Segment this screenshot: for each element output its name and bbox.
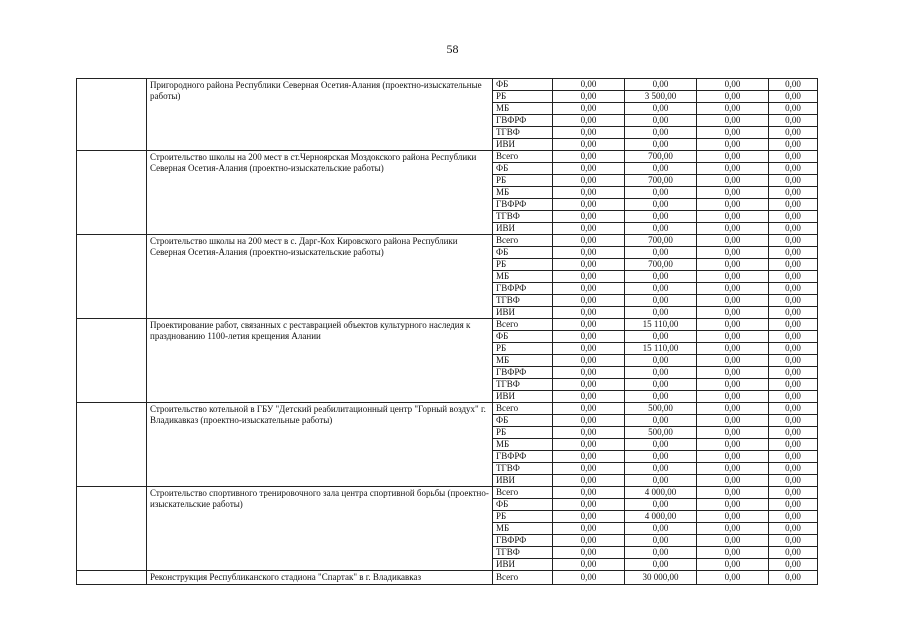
amount-cell: 0,00 — [769, 139, 818, 151]
funding-source: ФБ — [493, 247, 553, 259]
amount-cell: 0,00 — [553, 211, 625, 223]
amount-cell: 0,00 — [553, 331, 625, 343]
amount-cell: 0,00 — [625, 559, 697, 571]
amount-cell: 0,00 — [553, 511, 625, 523]
funding-source: Всего — [493, 487, 553, 499]
amount-cell: 0,00 — [697, 475, 769, 487]
amount-cell: 0,00 — [769, 187, 818, 199]
amount-cell: 0,00 — [553, 439, 625, 451]
amount-cell: 0,00 — [769, 463, 818, 475]
amount-cell: 0,00 — [769, 211, 818, 223]
amount-cell: 0,00 — [769, 547, 818, 559]
funding-source: Всего — [493, 235, 553, 247]
funding-source: ТГВФ — [493, 463, 553, 475]
amount-cell: 0,00 — [769, 271, 818, 283]
amount-cell: 0,00 — [697, 523, 769, 535]
amount-cell: 0,00 — [625, 355, 697, 367]
amount-cell: 0,00 — [769, 343, 818, 355]
amount-cell: 0,00 — [769, 499, 818, 511]
amount-cell: 0,00 — [553, 175, 625, 187]
funding-source: РБ — [493, 511, 553, 523]
table-row — [77, 571, 818, 585]
funding-source: ИВИ — [493, 307, 553, 319]
amount-cell: 0,00 — [625, 547, 697, 559]
amount-cell: 0,00 — [625, 199, 697, 211]
object-description: Строительство школы на 200 мест в ст.Черноярская Моздокского района Республики Северная Осетия-Алания (проектно-изыскательские работы) — [147, 151, 493, 235]
amount-cell: 0,00 — [697, 499, 769, 511]
amount-cell: 0,00 — [697, 427, 769, 439]
table-row — [77, 151, 818, 163]
table-row — [77, 79, 818, 91]
amount-cell: 0,00 — [697, 91, 769, 103]
amount-cell: 0,00 — [697, 547, 769, 559]
amount-cell: 700,00 — [625, 175, 697, 187]
amount-cell: 0,00 — [553, 91, 625, 103]
funding-source: ИВИ — [493, 223, 553, 235]
amount-cell: 0,00 — [553, 391, 625, 403]
amount-cell: 0,00 — [553, 235, 625, 247]
amount-cell: 0,00 — [769, 79, 818, 91]
amount-cell: 0,00 — [553, 559, 625, 571]
amount-cell: 0,00 — [553, 139, 625, 151]
funding-source: ИВИ — [493, 391, 553, 403]
amount-cell: 0,00 — [697, 127, 769, 139]
amount-cell: 0,00 — [769, 367, 818, 379]
amount-cell: 0,00 — [697, 151, 769, 163]
amount-cell: 0,00 — [769, 475, 818, 487]
amount-cell: 0,00 — [553, 379, 625, 391]
amount-cell: 0,00 — [769, 127, 818, 139]
amount-cell: 0,00 — [769, 535, 818, 547]
amount-cell: 0,00 — [625, 475, 697, 487]
amount-cell: 0,00 — [553, 535, 625, 547]
amount-cell: 0,00 — [769, 523, 818, 535]
funding-source: ИВИ — [493, 559, 553, 571]
amount-cell: 0,00 — [697, 355, 769, 367]
amount-cell: 0,00 — [697, 343, 769, 355]
amount-cell: 0,00 — [697, 463, 769, 475]
amount-cell: 0,00 — [769, 427, 818, 439]
amount-cell: 0,00 — [625, 271, 697, 283]
amount-cell: 0,00 — [769, 403, 818, 415]
amount-cell: 0,00 — [697, 535, 769, 547]
amount-cell: 0,00 — [625, 247, 697, 259]
amount-cell: 3 500,00 — [625, 91, 697, 103]
funding-source: ТГВФ — [493, 127, 553, 139]
amount-cell: 0,00 — [553, 415, 625, 427]
amount-cell: 500,00 — [625, 427, 697, 439]
amount-cell: 0,00 — [553, 283, 625, 295]
amount-cell: 0,00 — [625, 415, 697, 427]
amount-cell: 0,00 — [769, 115, 818, 127]
amount-cell: 0,00 — [697, 271, 769, 283]
funding-source: ИВИ — [493, 139, 553, 151]
row-number-cell — [77, 151, 147, 235]
amount-cell: 0,00 — [697, 559, 769, 571]
amount-cell: 0,00 — [553, 499, 625, 511]
object-description: Строительство спортивного тренировочного зала центра спортивной борьбы (проектно-изыскательские работы) — [147, 487, 493, 571]
amount-cell: 4 000,00 — [625, 487, 697, 499]
amount-cell: 0,00 — [769, 319, 818, 331]
amount-cell: 0,00 — [625, 79, 697, 91]
amount-cell: 0,00 — [697, 487, 769, 499]
amount-cell: 0,00 — [769, 451, 818, 463]
funding-source: РБ — [493, 343, 553, 355]
funding-source: МБ — [493, 103, 553, 115]
funding-source: ГВФРФ — [493, 283, 553, 295]
amount-cell: 0,00 — [697, 415, 769, 427]
budget-table — [76, 78, 818, 585]
object-description: Проектирование работ, связанных с реставрацией объектов культурного наследия к празднованию 1100-летия крещения Алании — [147, 319, 493, 403]
funding-source: Всего — [493, 403, 553, 415]
row-number-cell — [77, 487, 147, 571]
amount-cell: 0,00 — [625, 163, 697, 175]
amount-cell: 0,00 — [697, 79, 769, 91]
amount-cell: 0,00 — [769, 487, 818, 499]
amount-cell: 0,00 — [625, 367, 697, 379]
amount-cell: 0,00 — [553, 259, 625, 271]
amount-cell: 0,00 — [553, 463, 625, 475]
object-description: Пригородного района Республики Северная Осетия-Алания (проектно-изыскательные работы) — [147, 79, 493, 151]
amount-cell: 0,00 — [697, 379, 769, 391]
amount-cell: 0,00 — [553, 355, 625, 367]
amount-cell: 0,00 — [697, 259, 769, 271]
amount-cell: 0,00 — [697, 367, 769, 379]
funding-source: ГВФРФ — [493, 535, 553, 547]
funding-source: РБ — [493, 175, 553, 187]
amount-cell: 0,00 — [625, 307, 697, 319]
amount-cell: 0,00 — [553, 523, 625, 535]
amount-cell: 0,00 — [769, 247, 818, 259]
page-number: 58 — [446, 42, 459, 56]
funding-source: РБ — [493, 427, 553, 439]
amount-cell: 0,00 — [697, 283, 769, 295]
amount-cell: 15 110,00 — [625, 319, 697, 331]
amount-cell: 0,00 — [553, 199, 625, 211]
amount-cell: 0,00 — [697, 115, 769, 127]
object-description: Реконструкция Республиканского стадиона "Спартак" в г. Владикавказ — [147, 571, 493, 585]
amount-cell: 0,00 — [625, 331, 697, 343]
funding-source: Всего — [493, 151, 553, 163]
funding-source: МБ — [493, 187, 553, 199]
amount-cell: 0,00 — [697, 295, 769, 307]
amount-cell: 0,00 — [553, 571, 625, 585]
amount-cell: 700,00 — [625, 235, 697, 247]
amount-cell: 0,00 — [697, 451, 769, 463]
amount-cell: 0,00 — [625, 463, 697, 475]
funding-source: ТГВФ — [493, 211, 553, 223]
amount-cell: 0,00 — [697, 439, 769, 451]
amount-cell: 0,00 — [697, 403, 769, 415]
amount-cell: 700,00 — [625, 259, 697, 271]
amount-cell: 0,00 — [625, 187, 697, 199]
funding-source: ГВФРФ — [493, 451, 553, 463]
amount-cell: 0,00 — [697, 175, 769, 187]
amount-cell: 0,00 — [697, 247, 769, 259]
amount-cell: 700,00 — [625, 151, 697, 163]
table-row — [77, 319, 818, 331]
amount-cell: 0,00 — [697, 511, 769, 523]
amount-cell: 0,00 — [769, 91, 818, 103]
amount-cell: 0,00 — [553, 271, 625, 283]
row-number-cell — [77, 79, 147, 151]
amount-cell: 0,00 — [697, 331, 769, 343]
amount-cell: 0,00 — [553, 343, 625, 355]
amount-cell: 0,00 — [769, 235, 818, 247]
amount-cell: 0,00 — [625, 223, 697, 235]
amount-cell: 0,00 — [769, 151, 818, 163]
amount-cell: 0,00 — [769, 355, 818, 367]
amount-cell: 0,00 — [625, 139, 697, 151]
funding-source: ГВФРФ — [493, 199, 553, 211]
funding-source: Всего — [493, 319, 553, 331]
funding-source: ТГВФ — [493, 295, 553, 307]
table-row — [77, 403, 818, 415]
funding-source: РБ — [493, 91, 553, 103]
amount-cell: 0,00 — [697, 103, 769, 115]
amount-cell: 0,00 — [697, 391, 769, 403]
row-number-cell — [77, 571, 147, 585]
amount-cell: 0,00 — [553, 115, 625, 127]
amount-cell: 0,00 — [553, 547, 625, 559]
amount-cell: 0,00 — [553, 403, 625, 415]
amount-cell: 0,00 — [697, 307, 769, 319]
amount-cell: 15 110,00 — [625, 343, 697, 355]
amount-cell: 0,00 — [625, 439, 697, 451]
amount-cell: 0,00 — [553, 487, 625, 499]
amount-cell: 4 000,00 — [625, 511, 697, 523]
row-number-cell — [77, 403, 147, 487]
funding-source: ГВФРФ — [493, 115, 553, 127]
amount-cell: 0,00 — [769, 307, 818, 319]
amount-cell: 0,00 — [625, 295, 697, 307]
amount-cell: 0,00 — [769, 295, 818, 307]
amount-cell: 0,00 — [553, 295, 625, 307]
funding-source: ФБ — [493, 415, 553, 427]
amount-cell: 0,00 — [697, 163, 769, 175]
amount-cell: 0,00 — [769, 391, 818, 403]
amount-cell: 0,00 — [697, 571, 769, 585]
amount-cell: 0,00 — [769, 103, 818, 115]
amount-cell: 0,00 — [553, 127, 625, 139]
amount-cell: 0,00 — [769, 223, 818, 235]
funding-source: ФБ — [493, 331, 553, 343]
funding-source: ТГВФ — [493, 547, 553, 559]
amount-cell: 0,00 — [553, 427, 625, 439]
row-number-cell — [77, 319, 147, 403]
amount-cell: 0,00 — [625, 535, 697, 547]
amount-cell: 0,00 — [769, 199, 818, 211]
funding-source: ТГВФ — [493, 379, 553, 391]
funding-source: ФБ — [493, 163, 553, 175]
amount-cell: 500,00 — [625, 403, 697, 415]
amount-cell: 0,00 — [697, 223, 769, 235]
amount-cell: 0,00 — [769, 511, 818, 523]
amount-cell: 0,00 — [769, 379, 818, 391]
amount-cell: 0,00 — [769, 283, 818, 295]
amount-cell: 0,00 — [553, 151, 625, 163]
amount-cell: 0,00 — [625, 499, 697, 511]
funding-source: РБ — [493, 259, 553, 271]
amount-cell: 0,00 — [553, 319, 625, 331]
amount-cell: 0,00 — [769, 571, 818, 585]
amount-cell: 0,00 — [553, 451, 625, 463]
funding-source: ФБ — [493, 79, 553, 91]
amount-cell: 0,00 — [553, 367, 625, 379]
amount-cell: 0,00 — [553, 103, 625, 115]
amount-cell: 0,00 — [625, 283, 697, 295]
funding-source: МБ — [493, 271, 553, 283]
object-description: Строительство котельной в ГБУ "Детский реабилитационный центр "Горный воздух" г. Владикавказ (проектно-изыскательные работы) — [147, 403, 493, 487]
funding-source: МБ — [493, 523, 553, 535]
amount-cell: 0,00 — [553, 247, 625, 259]
amount-cell: 0,00 — [769, 415, 818, 427]
row-number-cell — [77, 235, 147, 319]
amount-cell: 0,00 — [625, 211, 697, 223]
amount-cell: 0,00 — [697, 199, 769, 211]
amount-cell: 0,00 — [769, 163, 818, 175]
amount-cell: 0,00 — [697, 139, 769, 151]
funding-source: Всего — [493, 571, 553, 585]
amount-cell: 0,00 — [769, 175, 818, 187]
funding-source: ИВИ — [493, 475, 553, 487]
amount-cell: 0,00 — [625, 103, 697, 115]
amount-cell: 0,00 — [697, 319, 769, 331]
amount-cell: 0,00 — [697, 187, 769, 199]
amount-cell: 0,00 — [769, 439, 818, 451]
amount-cell: 0,00 — [769, 331, 818, 343]
amount-cell: 0,00 — [625, 127, 697, 139]
table-row — [77, 235, 818, 247]
amount-cell: 0,00 — [553, 187, 625, 199]
amount-cell: 0,00 — [553, 79, 625, 91]
amount-cell: 30 000,00 — [625, 571, 697, 585]
object-description: Строительство школы на 200 мест в с. Дарг-Кох Кировского района Республики Северная Осетия-Алания (проектно-изыскательские работы) — [147, 235, 493, 319]
amount-cell: 0,00 — [625, 115, 697, 127]
funding-source: МБ — [493, 355, 553, 367]
table-row — [77, 487, 818, 499]
amount-cell: 0,00 — [553, 223, 625, 235]
amount-cell: 0,00 — [553, 475, 625, 487]
amount-cell: 0,00 — [697, 235, 769, 247]
funding-source: ГВФРФ — [493, 367, 553, 379]
amount-cell: 0,00 — [769, 559, 818, 571]
amount-cell: 0,00 — [553, 163, 625, 175]
amount-cell: 0,00 — [769, 259, 818, 271]
amount-cell: 0,00 — [697, 211, 769, 223]
amount-cell: 0,00 — [625, 523, 697, 535]
amount-cell: 0,00 — [625, 451, 697, 463]
amount-cell: 0,00 — [553, 307, 625, 319]
amount-cell: 0,00 — [625, 391, 697, 403]
amount-cell: 0,00 — [625, 379, 697, 391]
funding-source: ФБ — [493, 499, 553, 511]
funding-source: МБ — [493, 439, 553, 451]
